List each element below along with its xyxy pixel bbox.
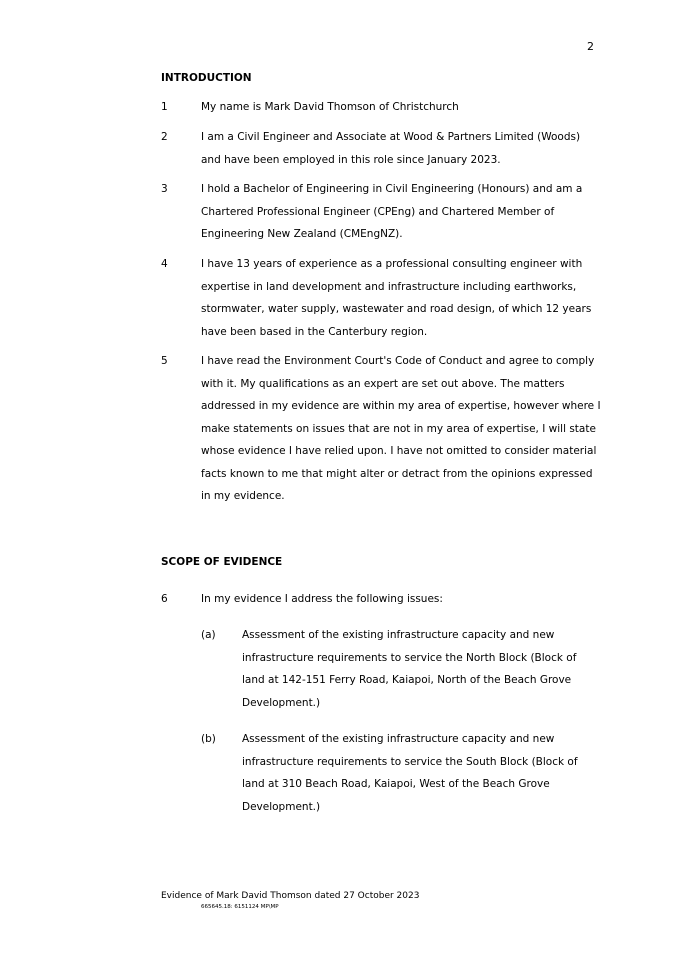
paragraph-number: 4 [161,258,168,270]
paragraph-1 [161,96,601,119]
page-number: 2 [587,40,594,53]
paragraph-number: 5 [161,355,168,367]
paragraph-text: I hold a Bachelor of Engineering in Civil Engineering (Honours) and am a Chartered Professional Engineer (CPEng) and Chartered Member of Engineering New Zealand (CMEngNZ). [201,183,583,240]
scope-heading: SCOPE OF EVIDENCE [161,556,283,568]
paragraph-2 [161,126,601,171]
introduction-heading: INTRODUCTION [161,72,252,84]
sub-item-a [201,624,601,714]
paragraph-3 [161,178,601,246]
paragraph-number: 6 [161,593,168,605]
sub-item-b [201,728,601,818]
paragraph-text: In my evidence I address the following issues: [201,593,443,605]
paragraph-text: I have read the Environment Court's Code of Conduct and agree to comply with it. My qualifications as an expert are set out above. The matters addressed in my evidence are within my area of expertise, however where I make statements on issues that are not in my area of expertise, I will state whose evidence I have relied upon. I have not omitted to consider material facts known to me that might alter or detract from the opinions expressed in my evidence. [201,355,601,502]
paragraph-4 [161,253,601,343]
paragraph-5 [161,350,601,508]
footer-title: Evidence of Mark David Thomson dated 27 October 2023 [161,891,420,901]
paragraph-number: 1 [161,101,168,113]
paragraph-text: My name is Mark David Thomson of Christchurch [201,101,459,113]
paragraph-number: 3 [161,183,168,195]
sub-item-number: (a) [201,629,216,641]
sub-item-text: Assessment of the existing infrastructure capacity and new infrastructure requirements to service the South Block (Block of land at 310 Beach Road, Kaiapoi, West of the Beach Grove Development.) [242,733,578,813]
footer-reference: 665645.18: 6151124 MP\MP [201,904,279,910]
paragraph-text: I have 13 years of experience as a professional consulting engineer with expertise in land development and infrastructure including earthworks, stormwater, water supply, wastewater and road design, of which 12 years have been based in the Canterbury region. [201,258,592,338]
paragraph-6 [161,588,601,611]
paragraph-number: 2 [161,131,168,143]
sub-item-text: Assessment of the existing infrastructure capacity and new infrastructure requirements to service the North Block (Block of land at 142-151 Ferry Road, Kaiapoi, North of the Beach Grove Development.) [242,629,577,709]
paragraph-text: I am a Civil Engineer and Associate at Wood & Partners Limited (Woods) and have been employed in this role since January 2023. [201,131,581,166]
sub-item-number: (b) [201,733,216,745]
